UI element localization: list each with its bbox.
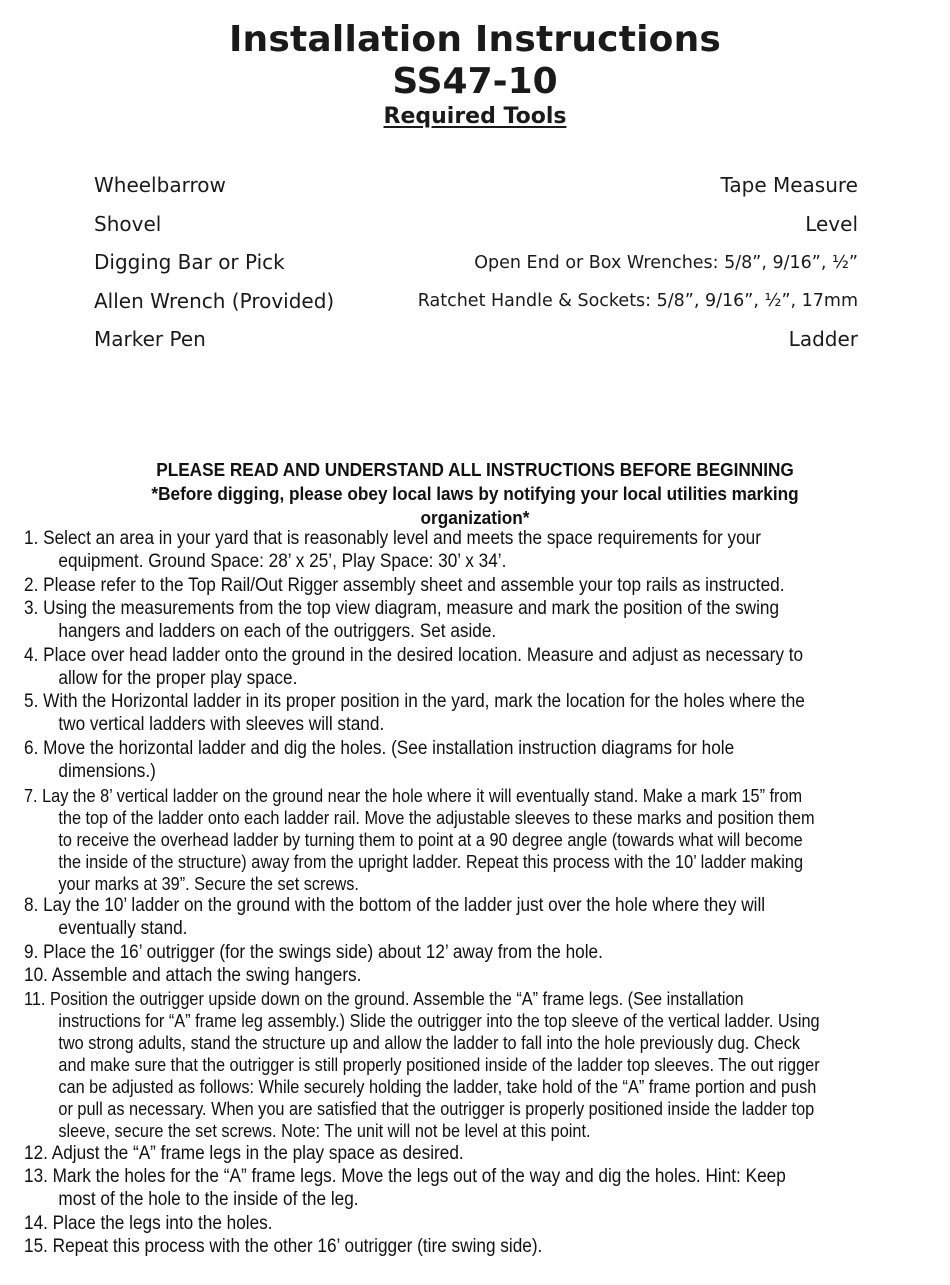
step-2: 2. Please refer to the Top Rail/Out Rigger assembly sheet and assemble your top rails as instructed. (24, 575, 785, 596)
step-14: 14. Place the legs into the holes. (24, 1213, 273, 1234)
step-4: 4. Place over head ladder onto the ground in the desired location. Measure and adjust as necessary to allow for the proper play space. (24, 645, 804, 689)
step-7: 7. Lay the 8’ vertical ladder on the ground near the hole where it will eventually stand. Make a mark 15” from the top of the ladder onto each ladder rail. Move the adjustable sleeves to these marks and position them to receive the overhead ladder by turning them to point at a 90 degree angle (towards what will become the inside of the structure) away from the upright ladder. Repeat this process with the 10’ ladder making your marks at 39”. Secure the set screws. (24, 786, 815, 894)
tool-item: Wheelbarrow (94, 173, 226, 197)
step-8: 8. Lay the 10’ ladder on the ground with the bottom of the ladder just over the hole where they will eventually stand. (24, 895, 766, 939)
required-tools-heading: Required Tools (383, 104, 567, 129)
step-13: 13. Mark the holes for the “A” frame legs. Move the legs out of the way and dig the holes. Hint: Keep most of the hole to the inside of the leg. (24, 1166, 786, 1210)
utilities-warning: *Before digging, please obey local laws by notifying your local utilities marking (151, 483, 799, 504)
step-1: 1. Select an area in your yard that is reasonably level and meets the space requirements for your equipment. Ground Space: 28’ x 25’, Play Space: 30’ x 34’. (24, 528, 761, 572)
model-number: SS47-10 (392, 61, 558, 102)
step-9: 9. Place the 16’ outrigger (for the swings side) about 12’ away from the hole. (24, 942, 603, 963)
tool-item: Allen Wrench (Provided) (94, 289, 335, 313)
tool-item: Marker Pen (94, 327, 206, 351)
utilities-warning-cont: organization* (420, 507, 530, 528)
step-12: 12. Adjust the “A” frame legs in the play space as desired. (24, 1143, 464, 1164)
tool-item: Digging Bar or Pick (94, 250, 285, 274)
step-3: 3. Using the measurements from the top view diagram, measure and mark the position of the swing hangers and ladders on each of the outriggers. Set aside. (24, 598, 780, 642)
tool-item: Shovel (94, 212, 162, 236)
tool-item: Tape Measure (720, 173, 858, 197)
step-5: 5. With the Horizontal ladder in its proper position in the yard, mark the location for the holes where the two vertical ladders with sleeves will stand. (24, 691, 805, 735)
step-15: 15. Repeat this process with the other 16’ outrigger (tire swing side). (24, 1236, 543, 1257)
tool-item: Open End or Box Wrenches: 5/8”, 9/16”, ½” (474, 253, 858, 273)
step-10: 10. Assemble and attach the swing hangers. (24, 965, 362, 986)
tool-item: Level (805, 212, 858, 236)
step-11: 11. Position the outrigger upside down on the ground. Assemble the “A” frame legs. (See installation instructions for “A” frame leg assembly.) Slide the outrigger into the top sleeve of the vertical ladder. Using two strong adults, stand the structure up and allow the ladder to fall into the hole previously dug. Check and make sure that the outrigger is still properly positioned inside of the ladder top sleeves. The out rigger can be adjusted as follows: While securely holding the ladder, take hold of the “A” frame portion and push or pull as necessary. When you are satisfied that the outrigger is properly positioned inside the ladder top sleeve, secure the set screws. Note: The unit will not be level at this point. (24, 989, 820, 1141)
tool-item: Ladder (788, 327, 858, 351)
tool-item: Ratchet Handle & Sockets: 5/8”, 9/16”, ½”, 17mm (417, 291, 858, 311)
read-instructions-notice: PLEASE READ AND UNDERSTAND ALL INSTRUCTIONS BEFORE BEGINNING (156, 459, 794, 480)
page-title: Installation Instructions (228, 19, 722, 60)
step-6: 6. Move the horizontal ladder and dig the holes. (See installation instruction diagrams for hole dimensions.) (24, 738, 735, 782)
